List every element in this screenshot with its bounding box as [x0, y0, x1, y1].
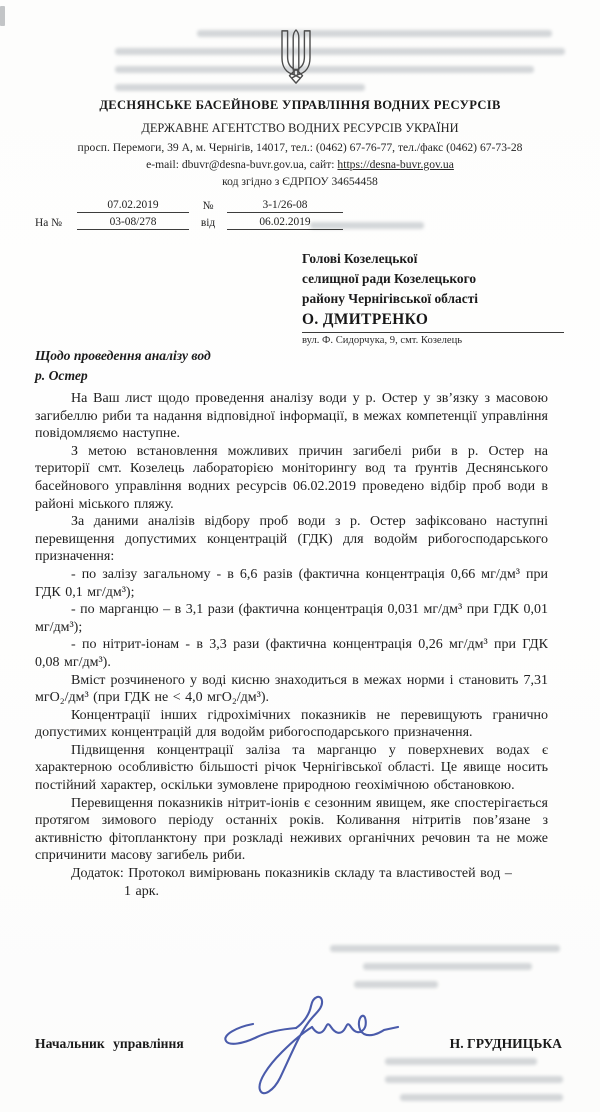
- subject-block: [35, 346, 211, 386]
- parent-agency-name: ДЕРЖАВНЕ АГЕНТСТВО ВОДНИХ РЕСУРСІВ УКРАЇНИ: [141, 121, 459, 135]
- recipient-name: О. ДМИТРЕНКО: [302, 309, 564, 333]
- outgoing-date: 07.02.2019: [77, 199, 189, 213]
- subject-line: Щодо проведення аналізу вод: [35, 348, 211, 363]
- reference-number-block: [35, 199, 343, 230]
- bleedthrough-text: [385, 1058, 570, 1112]
- incoming-ref-label: На №: [35, 217, 62, 229]
- incoming-date: 06.02.2019: [227, 216, 343, 230]
- contact-address-line: просп. Перемоги, 39 А, м. Чернігів, 14017, тел.: (0462) 67-76-77, тел./факс (0462) 67-73-28: [77, 141, 523, 154]
- signer-name: Н. ГРУДНИЦЬКА: [449, 1036, 562, 1051]
- body-paragraph: Підвищення концентрації заліза та марганцю у поверхневих водах є характерною особливістю більшості річок Чернігівської області. Це явище носить постійний характер, оскільки зумовлене природною геохімічною обстановкою.: [35, 742, 548, 794]
- recipient-address: вул. Ф. Сидорчука, 9, смт. Козелець: [302, 335, 463, 346]
- organization-name: ДЕСНЯНСЬКЕ БАСЕЙНОВЕ УПРАВЛІННЯ ВОДНИХ РЕСУРСІВ: [99, 98, 501, 112]
- recipient-line: району Чернігівської області: [302, 291, 478, 306]
- body-paragraph: Перевищення показників нітрит-іонів є сезонним явищем, яке спостерігається протягом зимового періоду останніх років. Коливання нітритів пов’язане з активністю фітопланктону при розкладі неживих органічних речовин та не може спричинити масову загибель риби.: [35, 795, 548, 864]
- attachment-line: 1 арк.: [124, 883, 160, 899]
- edrpou-code-line: код згідно з ЄДРПОУ 34654458: [222, 175, 378, 188]
- body-list-item: - по залізу загальному - в 6,6 разів (фактична концентрація 0,66 мг/дм³ при ГДК 0,1 мг/дм³);: [35, 566, 548, 600]
- body-paragraph: За даними аналізів відбору проб води з р. Остер зафіксовано наступні перевищення допустимих концентрацій (ГДК) для водойм рибогосподарського призначення:: [35, 514, 548, 565]
- vid-label: від: [200, 217, 216, 229]
- empty-label: [35, 199, 75, 213]
- contact-email-line: [0, 158, 600, 171]
- email-text: e-mail: dbuvr@desna-buvr.gov.ua, сайт:: [146, 158, 338, 171]
- signer-position: Начальник управління: [35, 1036, 184, 1051]
- recipient-line: селищної ради Козелецького: [302, 271, 477, 286]
- bleedthrough-text: [310, 222, 570, 240]
- bleedthrough-text: [115, 30, 570, 102]
- scan-edge-mark: [0, 6, 5, 26]
- ukraine-tryzub-emblem-icon: [274, 29, 318, 85]
- body-paragraph: З метою встановлення можливих причин загибелі риби в р. Остер на території смт. Козелець лабораторією моніторингу вод та ґрунтів Деснянського басейнового управління водних ресурсів 06.02.2019 проведено відбір проб води в районі міського пляжу.: [35, 443, 548, 512]
- body-paragraph: Вміст розчиненого у воді кисню знаходиться в межах норми і становить 7,31 мгО₂/дм³ (при ГДК не < 4,0 мгО₂/дм³).: [35, 672, 548, 706]
- body-list-item: - по марганцю – в 3,1 рази (фактична концентрація 0,031 мг/дм³ при ГДК 0,01 мг/дм³);: [35, 602, 548, 635]
- recipient-block: [302, 249, 564, 346]
- letter-body: [35, 390, 548, 900]
- subject-line: р. Остер: [35, 368, 88, 383]
- body-paragraph: Концентрації інших гідрохімічних показників не перевищують гранично допустимих концентрацій для водойм рибогосподарського призначення.: [35, 707, 548, 741]
- outgoing-number: 3-1/26-08: [227, 199, 343, 213]
- recipient-line: Голові Козелецької: [302, 251, 418, 266]
- number-sign-label: №: [202, 200, 214, 212]
- website-link[interactable]: https://desna-buvr.gov.ua: [337, 158, 454, 171]
- body-list-item: - по нітрит-іонам - в 3,3 рази (фактична концентрація 0,26 мг/дм³ при ГДК 0,08 мг/дм³).: [35, 637, 548, 670]
- attachment-line: Додаток: Протокол вимірювань показників складу та властивостей вод –: [71, 866, 512, 882]
- incoming-number: 03-08/278: [77, 216, 189, 230]
- body-paragraph: На Ваш лист щодо проведення аналізу води у р. Остер у зв’язку з масовою загибеллю риби та надання відповідної інформації, в межах компетенції управління повідомляємо наступне.: [35, 391, 548, 442]
- signature-row: [35, 1036, 562, 1052]
